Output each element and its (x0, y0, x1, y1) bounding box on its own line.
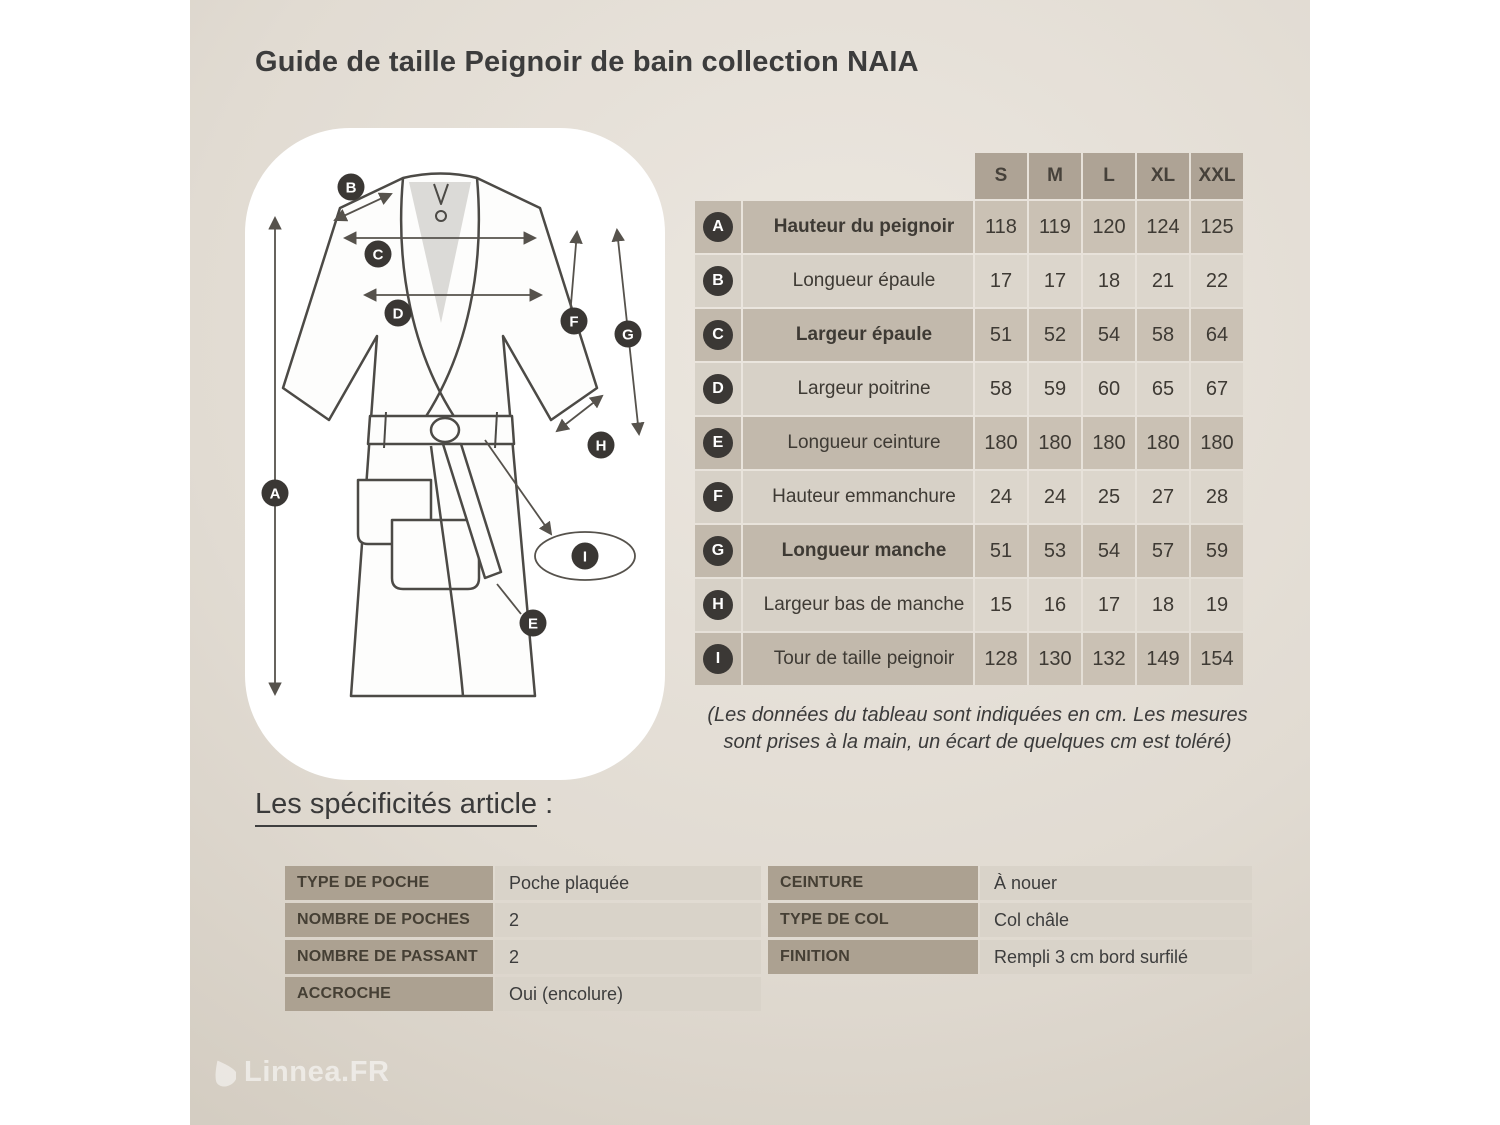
letter-cell (695, 417, 741, 469)
spec-value: Poche plaquée (495, 866, 761, 900)
specs-table-right (768, 866, 1252, 974)
diagram-badge-h-label: H (595, 437, 607, 455)
table-note: (Les données du tableau sont indiquées en cm. Les mesures sont prises à la main, un écart de quelques cm est toléré) (707, 704, 1248, 753)
measurement-value: 19 (1191, 579, 1243, 631)
measurement-value: 17 (975, 255, 1027, 307)
letter-cell (695, 525, 741, 577)
measurement-value: 180 (1137, 417, 1189, 469)
diagram-badge-g-label: G (622, 326, 634, 344)
letter-cell (695, 363, 741, 415)
measurement-value: 54 (1083, 309, 1135, 361)
size-col-header-s: S (975, 153, 1027, 199)
measurement-value: 132 (1083, 633, 1135, 685)
diagram-badge-f (561, 308, 588, 335)
measurement-value: 180 (975, 417, 1027, 469)
letter-cell (695, 201, 741, 253)
brand-logo-text: Linnea.FR (244, 1056, 390, 1088)
spec-value: À nouer (980, 866, 1252, 900)
measurement-value: 130 (1029, 633, 1081, 685)
spec-label: NOMBRE DE POCHES (285, 903, 493, 937)
spec-label: TYPE DE COL (768, 903, 978, 937)
diagram-badge-i-label: I (582, 548, 588, 566)
belt-knot (431, 418, 459, 442)
measurement-value: 18 (1083, 255, 1135, 307)
letter-cell (695, 633, 741, 685)
measurement-value: 124 (1137, 201, 1189, 253)
diagram-badge-d (385, 300, 412, 327)
letter-badge: F (703, 482, 733, 512)
measurement-value: 53 (1029, 525, 1081, 577)
diagram-badge-e (520, 610, 547, 637)
measurement-value: 67 (1191, 363, 1243, 415)
diagram-badge-c-label: C (372, 246, 384, 264)
spec-value: 2 (495, 903, 761, 937)
measurement-value: 51 (975, 309, 1027, 361)
measurement-label: Longueur manche (743, 525, 973, 577)
specs-heading (255, 788, 553, 821)
measurement-value: 27 (1137, 471, 1189, 523)
measurement-value: 128 (975, 633, 1027, 685)
measurement-label: Largeur poitrine (743, 363, 973, 415)
letter-badge: I (703, 644, 733, 674)
spec-label: NOMBRE DE PASSANT (285, 940, 493, 974)
measurement-value: 58 (1137, 309, 1189, 361)
spec-label: TYPE DE POCHE (285, 866, 493, 900)
measurement-label: Longueur épaule (743, 255, 973, 307)
letter-badge: B (703, 266, 733, 296)
size-col-header-xxl: XXL (1191, 153, 1243, 199)
diagram-badge-b (338, 174, 365, 201)
measurement-value: 21 (1137, 255, 1189, 307)
measurement-value: 16 (1029, 579, 1081, 631)
measurement-label: Hauteur du peignoir (743, 201, 973, 253)
size-col-header-m: M (1029, 153, 1081, 199)
letter-badge: C (703, 320, 733, 350)
letter-badge: A (703, 212, 733, 242)
measurement-value: 119 (1029, 201, 1081, 253)
robe-diagram (245, 128, 665, 776)
diagram-badge-a-label: A (269, 485, 281, 503)
measurement-value: 118 (975, 201, 1027, 253)
specs-heading-colon: : (537, 788, 554, 820)
measurement-value: 180 (1029, 417, 1081, 469)
measurement-label: Largeur bas de manche (743, 579, 973, 631)
diagram-badge-i (572, 543, 599, 570)
measurement-value: 58 (975, 363, 1027, 415)
pocket-right (392, 520, 479, 589)
measurement-value: 59 (1191, 525, 1243, 577)
measurement-label: Hauteur emmanchure (743, 471, 973, 523)
measurement-value: 59 (1029, 363, 1081, 415)
spec-label: CEINTURE (768, 866, 978, 900)
measurement-label: Tour de taille peignoir (743, 633, 973, 685)
measurement-value: 24 (975, 471, 1027, 523)
size-col-header-l: L (1083, 153, 1135, 199)
measurement-value: 154 (1191, 633, 1243, 685)
measurement-value: 25 (1083, 471, 1135, 523)
measurement-value: 149 (1137, 633, 1189, 685)
measurement-value: 180 (1083, 417, 1135, 469)
measurement-value: 17 (1083, 579, 1135, 631)
letter-cell (695, 309, 741, 361)
measurement-value: 54 (1083, 525, 1135, 577)
measurement-value: 64 (1191, 309, 1243, 361)
measurement-value: 18 (1137, 579, 1189, 631)
measurement-value: 51 (975, 525, 1027, 577)
measurement-value: 125 (1191, 201, 1243, 253)
letter-cell (695, 579, 741, 631)
diagram-badge-a (262, 480, 289, 507)
size-col-header-xl: XL (1137, 153, 1189, 199)
spec-value: Col châle (980, 903, 1252, 937)
diagram-badge-h (588, 432, 615, 459)
letter-badge: H (703, 590, 733, 620)
spec-value: Oui (encolure) (495, 977, 761, 1011)
diagram-badge-b-label: B (345, 179, 357, 197)
measurement-value: 65 (1137, 363, 1189, 415)
measurement-value: 180 (1191, 417, 1243, 469)
measurement-value: 28 (1191, 471, 1243, 523)
leaf-icon (212, 1058, 236, 1088)
measurement-label: Largeur épaule (743, 309, 973, 361)
measurement-value: 15 (975, 579, 1027, 631)
diagram-badge-g (615, 321, 642, 348)
header-corner-label (743, 153, 973, 199)
letter-badge: D (703, 374, 733, 404)
spec-label: ACCROCHE (285, 977, 493, 1011)
spec-value: 2 (495, 940, 761, 974)
header-corner-letter (695, 153, 741, 199)
spec-label: FINITION (768, 940, 978, 974)
spec-value: Rempli 3 cm bord surfilé (980, 940, 1252, 974)
measurement-value: 60 (1083, 363, 1135, 415)
robe-drawing (283, 174, 597, 697)
measurement-value: 57 (1137, 525, 1189, 577)
diagram-badge-c (365, 241, 392, 268)
letter-badge: G (703, 536, 733, 566)
letter-cell (695, 255, 741, 307)
measurement-value: 22 (1191, 255, 1243, 307)
measurement-value: 52 (1029, 309, 1081, 361)
measurement-value: 24 (1029, 471, 1081, 523)
diagram-badge-e-label: E (527, 615, 539, 633)
measurement-value: 17 (1029, 255, 1081, 307)
size-table (695, 153, 1243, 685)
diagram-badge-d-label: D (392, 305, 404, 323)
robe-figure (245, 128, 665, 780)
letter-badge: E (703, 428, 733, 458)
page-title: Guide de taille Peignoir de bain collection NAIA (255, 46, 919, 78)
letter-cell (695, 471, 741, 523)
content-panel (190, 0, 1310, 1125)
diagram-badge-f-label: F (569, 313, 579, 331)
specs-heading-text: Les spécificités article (255, 788, 537, 827)
measurement-label: Longueur ceinture (743, 417, 973, 469)
measurement-value: 120 (1083, 201, 1135, 253)
brand-logo (212, 1056, 390, 1089)
specs-table-left (285, 866, 761, 1011)
